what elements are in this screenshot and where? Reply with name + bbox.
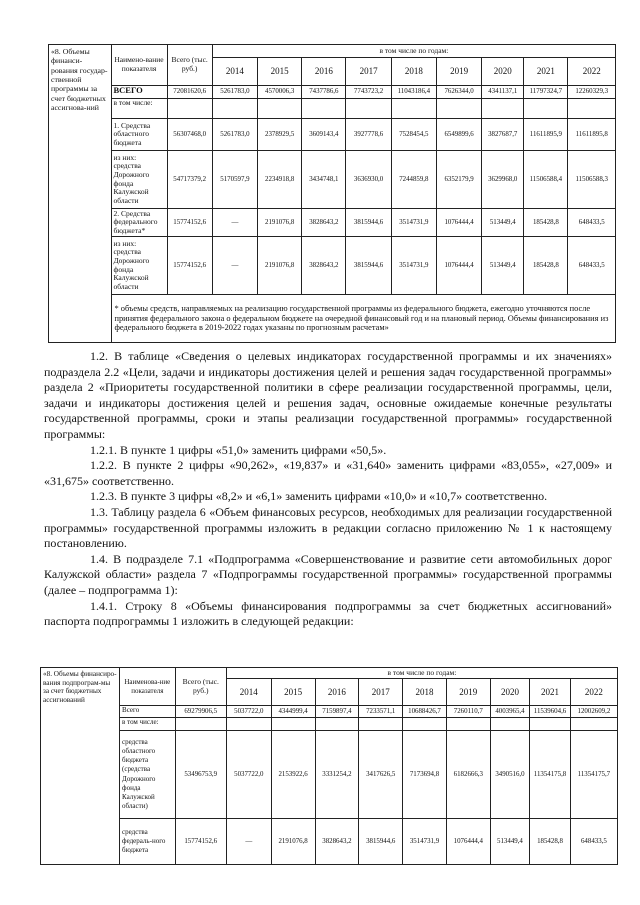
cell-value: 1076444,4 xyxy=(436,237,481,295)
paragraph: 1.2.3. В пункте 3 цифры «8,2» и «6,1» заменить цифрами «10,0» и «10,7» соответственно. xyxy=(90,489,548,504)
cell-value: 2234918,8 xyxy=(258,151,302,209)
table-row xyxy=(41,706,618,718)
cell-value: 12260329,3 xyxy=(568,86,616,99)
cell-value xyxy=(346,99,391,119)
total-column-header: Всего (тыс. руб.) xyxy=(175,668,226,706)
cell-value: 5261783,0 xyxy=(212,86,257,99)
row-label: средства областного бюджета (средства Дорожного фонда Калужской области) xyxy=(120,731,176,819)
year-header: 2022 xyxy=(570,679,617,706)
cell-value: 3514731,9 xyxy=(403,819,447,865)
cell-value: 3815944,6 xyxy=(359,819,403,865)
cell-value: 513449,4 xyxy=(482,209,524,237)
cell-value xyxy=(403,718,447,731)
cell-value: 11611895,8 xyxy=(568,119,616,151)
cell-value: 6549899,6 xyxy=(436,119,481,151)
cell-value xyxy=(302,99,346,119)
paragraph: 1.2.1. В пункте 1 цифры «51,0» заменить цифрами «50,5». xyxy=(90,442,387,457)
cell-value xyxy=(530,718,571,731)
cell-value: 1076444,4 xyxy=(446,819,490,865)
total-column-header: Всего (тыс. руб.) xyxy=(167,45,212,86)
cell-value: — xyxy=(226,819,271,865)
cell-value: 3828643,2 xyxy=(302,237,346,295)
year-header: 2017 xyxy=(346,58,391,86)
row-label: 2. Средства федерального бюджета* xyxy=(111,209,167,237)
row-label: в том числе: xyxy=(111,99,167,119)
year-header: 2014 xyxy=(226,679,271,706)
cell-value: 3828643,2 xyxy=(315,819,359,865)
years-column-header: в том числе по годам: xyxy=(226,668,617,679)
cell-value xyxy=(258,99,302,119)
cell-value: 2378929,5 xyxy=(258,119,302,151)
cell-value: 3629968,0 xyxy=(482,151,524,209)
cell-value xyxy=(391,99,436,119)
cell-total: 15774152,6 xyxy=(167,209,212,237)
cell-value xyxy=(359,718,403,731)
cell-value: 185428,8 xyxy=(524,209,568,237)
cell-value: 7173694,8 xyxy=(403,731,447,819)
year-header: 2015 xyxy=(271,679,315,706)
program-financing-label: «8. Объемы финанси-рования государ-ственной программы за счет бюджетных ассигнова-ний xyxy=(49,45,112,343)
year-header: 2020 xyxy=(482,58,524,86)
cell-value xyxy=(226,718,271,731)
years-column-header: в том числе по годам: xyxy=(212,45,615,58)
cell-value: 11797324,7 xyxy=(524,86,568,99)
cell-value: 5037722,0 xyxy=(226,706,271,718)
cell-value: 7437786,6 xyxy=(302,86,346,99)
cell-value: 11506588,3 xyxy=(568,151,616,209)
cell-value: 7528454,5 xyxy=(391,119,436,151)
year-header: 2015 xyxy=(258,58,302,86)
cell-total: 72081620,6 xyxy=(167,86,212,99)
row-label: в том числе: xyxy=(120,718,176,731)
cell-value: 4570006,3 xyxy=(258,86,302,99)
table-row xyxy=(41,819,618,865)
cell-value xyxy=(446,718,490,731)
cell-value: 3636930,0 xyxy=(346,151,391,209)
cell-value: 5170597,9 xyxy=(212,151,257,209)
cell-value: 7626344,0 xyxy=(436,86,481,99)
row-label: ВСЕГО xyxy=(111,86,167,99)
cell-total xyxy=(175,718,226,731)
year-header: 2016 xyxy=(302,58,346,86)
cell-value: 3417626,5 xyxy=(359,731,403,819)
row-label: 1. Средства областного бюджета xyxy=(111,119,167,151)
cell-value: 5261783,0 xyxy=(212,119,257,151)
year-header: 2016 xyxy=(315,679,359,706)
cell-value: 7743723,2 xyxy=(346,86,391,99)
cell-value xyxy=(570,718,617,731)
year-header: 2018 xyxy=(391,58,436,86)
year-header: 2019 xyxy=(446,679,490,706)
cell-value: 3490516,0 xyxy=(490,731,530,819)
cell-value xyxy=(482,99,524,119)
year-header: 2018 xyxy=(403,679,447,706)
cell-value: 4341137,1 xyxy=(482,86,524,99)
cell-value: 648433,5 xyxy=(568,209,616,237)
cell-value: 6182666,3 xyxy=(446,731,490,819)
cell-value: 2191076,8 xyxy=(258,209,302,237)
year-header: 2019 xyxy=(436,58,481,86)
table-row xyxy=(41,731,618,819)
cell-total: 15774152,6 xyxy=(167,237,212,295)
table-row xyxy=(49,151,616,209)
cell-value: 2153922,6 xyxy=(271,731,315,819)
financing-table-subprogram xyxy=(40,667,618,865)
indicator-column-header: Наимено-вание показателя xyxy=(111,45,167,86)
cell-value: 11539604,6 xyxy=(530,706,571,718)
indicator-column-header: Наименова-ние показателя xyxy=(120,668,176,706)
cell-value: 11354175,8 xyxy=(530,731,571,819)
cell-value: 3609143,4 xyxy=(302,119,346,151)
cell-value: 3434748,1 xyxy=(302,151,346,209)
cell-value: 7260110,7 xyxy=(446,706,490,718)
row-label: из них: средства Дорожного фонда Калужской области xyxy=(111,151,167,209)
cell-value xyxy=(271,718,315,731)
year-header: 2021 xyxy=(524,58,568,86)
cell-value: 5037722,0 xyxy=(226,731,271,819)
table-row xyxy=(49,209,616,237)
cell-value: 3815944,6 xyxy=(346,209,391,237)
cell-value: 3815944,6 xyxy=(346,237,391,295)
cell-value: 4003965,4 xyxy=(490,706,530,718)
paragraph: 1.4. В подразделе 7.1 «Подпрограмма «Совершенствование и развитие сети автомобильных дорог Калужской области» раздела 7 «Подпрограммы государственной программы» государственной программы (далее – подпрограмма 1): xyxy=(44,551,612,597)
cell-value xyxy=(524,99,568,119)
cell-value: 3514731,9 xyxy=(391,209,436,237)
cell-value xyxy=(436,99,481,119)
table-row xyxy=(49,86,616,99)
cell-value: 3927778,6 xyxy=(346,119,391,151)
year-header: 2020 xyxy=(490,679,530,706)
cell-value: 11354175,7 xyxy=(570,731,617,819)
year-header: 2022 xyxy=(568,58,616,86)
cell-value: 513449,4 xyxy=(482,237,524,295)
cell-value: 3331254,2 xyxy=(315,731,359,819)
cell-total: 15774152,6 xyxy=(175,819,226,865)
financing-table-program xyxy=(48,44,616,343)
cell-value xyxy=(212,99,257,119)
cell-value xyxy=(568,99,616,119)
cell-value: 7159897,4 xyxy=(315,706,359,718)
paragraph: 1.3. Таблицу раздела 6 «Объем финансовых ресурсов, необходимых для реализации государственной программы» государственной программы изложить в редакции согласно приложению № 1 к настоящему постановлению. xyxy=(44,504,612,551)
row-label: Всего xyxy=(120,706,176,718)
cell-value: 513449,4 xyxy=(490,819,530,865)
table-row xyxy=(49,99,616,119)
cell-value: 2191076,8 xyxy=(271,819,315,865)
year-header: 2021 xyxy=(530,679,571,706)
paragraph: 1.2. В таблице «Сведения о целевых индикаторах государственной программы и их значениях» подраздела 2.2 «Цели, задачи и индикаторы достижения целей и решения задач государственной программы» раздела 2 «Приоритеты государственной политики в сфере реализации государственной программы, цели, задачи и индикаторы достижения целей и решения задач, основные ожидаемые конечные результаты государственной программы, сроки и этапы реализации государственной программы» государственной программы: xyxy=(44,349,612,441)
row-label: средства федераль-ного бюджета xyxy=(120,819,176,865)
subprogram-financing-label: «8. Объемы финансиро-вания подпрограм-мы за счет бюджетных ассигнований xyxy=(41,668,120,865)
cell-total: 53496753,9 xyxy=(175,731,226,819)
cell-value: 185428,8 xyxy=(530,819,571,865)
cell-value: 185428,8 xyxy=(524,237,568,295)
table-row xyxy=(49,119,616,151)
cell-value xyxy=(490,718,530,731)
cell-value: 10688426,7 xyxy=(403,706,447,718)
table-row xyxy=(41,718,618,731)
cell-value: 11611895,9 xyxy=(524,119,568,151)
paragraph: 1.4.1. Строку 8 «Объемы финансирования подпрограммы за счет бюджетных ассигнований» паспорта подпрограммы 1 изложить в следующей редакции: xyxy=(44,598,612,629)
row-label: из них: средства Дорожного фонда Калужской области xyxy=(111,237,167,295)
cell-value xyxy=(315,718,359,731)
amendment-text xyxy=(44,349,612,630)
cell-value: 2191076,8 xyxy=(258,237,302,295)
paragraph: 1.2.2. В пункте 2 цифры «90,262», «19,837» и «31,640» заменить цифрами «83,055», «27,009» и «31,675» соответственно. xyxy=(44,458,612,488)
federal-budget-footnote: * объемы средств, направляемых на реализацию государственной программы из федерального бюджета, ежегодно уточняются после принятия федерального закона о федеральном бюджете на очередной финансовый год и на плановый период. Объемы финансирования из федерального бюджета в 2019-2022 годах указаны по прогнозным расчетам» xyxy=(111,295,616,343)
cell-total: 56307468,0 xyxy=(167,119,212,151)
cell-value: 648433,5 xyxy=(570,819,617,865)
table-row xyxy=(49,237,616,295)
cell-value: 12002609,2 xyxy=(570,706,617,718)
cell-value: 7244859,8 xyxy=(391,151,436,209)
cell-value: — xyxy=(212,209,257,237)
cell-total xyxy=(167,99,212,119)
cell-value: — xyxy=(212,237,257,295)
cell-value: 1076444,4 xyxy=(436,209,481,237)
cell-total: 69279906,5 xyxy=(175,706,226,718)
year-header: 2017 xyxy=(359,679,403,706)
cell-value: 11043186,4 xyxy=(391,86,436,99)
cell-value: 11506588,4 xyxy=(524,151,568,209)
cell-value: 7233571,1 xyxy=(359,706,403,718)
cell-total: 54717379,2 xyxy=(167,151,212,209)
cell-value: 4344999,4 xyxy=(271,706,315,718)
cell-value: 648433,5 xyxy=(568,237,616,295)
year-header: 2014 xyxy=(212,58,257,86)
cell-value: 3828643,2 xyxy=(302,209,346,237)
cell-value: 3514731,9 xyxy=(391,237,436,295)
cell-value: 3827687,7 xyxy=(482,119,524,151)
cell-value: 6352179,9 xyxy=(436,151,481,209)
